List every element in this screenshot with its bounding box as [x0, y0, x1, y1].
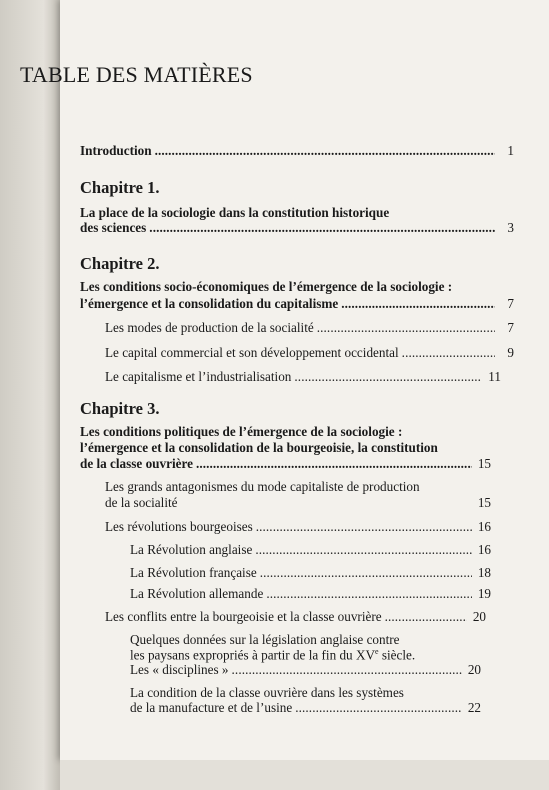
antagonismes-line1: Les grands antagonismes du mode capitaliste de production	[105, 479, 420, 494]
page-number: 7	[507, 320, 514, 335]
donnees-line2-end: siècle.	[378, 647, 416, 663]
chapter-3-heading: Chapitre 3.	[80, 399, 160, 418]
page-number: 20	[467, 662, 481, 677]
toc-entry-chapter-1	[80, 220, 514, 236]
page-number: 19	[477, 586, 491, 601]
previous-page-edge	[0, 0, 62, 790]
page-number: 15	[477, 456, 491, 471]
entry-label: Les modes de production de la socialité	[105, 320, 314, 335]
dot-leader	[260, 565, 472, 581]
toc-entry-antagonismes	[105, 495, 491, 511]
page-number: 16	[477, 519, 491, 534]
chapter-1-title-line1: La place de la sociologie dans la constitution historique	[80, 205, 390, 220]
entry-label: Les conflits entre la bourgeoisie et la classe ouvrière	[105, 609, 382, 624]
page-number: 18	[477, 565, 491, 580]
dot-leader	[402, 345, 495, 361]
entry-label: La Révolution allemande	[130, 586, 264, 601]
toc-entry-chapter-2	[80, 296, 514, 312]
dot-leader	[255, 542, 472, 558]
entry-label: Les révolutions bourgeoises	[105, 519, 253, 534]
condition-line1: La condition de la classe ouvrière dans les systèmes	[130, 685, 404, 700]
dot-leader	[149, 220, 495, 236]
chapter-2-heading: Chapitre 2.	[80, 254, 160, 273]
toc-entry-introduction	[80, 143, 514, 159]
page-number: 1	[507, 143, 514, 158]
dot-leader	[385, 609, 467, 625]
toc-entry-revolution-allemande	[130, 586, 491, 602]
superscript-e: e	[375, 647, 379, 656]
entry-label: l’émergence et la consolidation du capitalisme	[80, 296, 339, 311]
dot-leader	[256, 519, 472, 535]
page-title: TABLE DES MATIÈRES	[20, 62, 253, 87]
toc-entry-chapter-3	[80, 456, 491, 472]
entry-label: Le capital commercial et son développement occidental	[105, 345, 399, 360]
entry-label: de la socialité	[105, 495, 178, 510]
entry-label: de la manufacture et de l’usine	[130, 700, 293, 715]
toc-entry-revolution-francaise	[130, 565, 491, 581]
entry-label: Introduction	[80, 143, 152, 158]
entry-label: La Révolution française	[130, 565, 257, 580]
page-number: 22	[467, 700, 481, 715]
dot-leader	[294, 369, 482, 385]
dot-leader	[232, 662, 462, 678]
dot-leader	[266, 586, 472, 602]
dot-leader	[317, 320, 495, 336]
chapter-3-title-line1: Les conditions politiques de l’émergence de la sociologie :	[80, 424, 403, 439]
donnees-line2	[130, 647, 415, 663]
toc-entry-revolutions-bourgeoises	[105, 519, 491, 535]
entry-label: La Révolution anglaise	[130, 542, 253, 557]
entry-label: de la classe ouvrière	[80, 456, 193, 471]
dot-leader	[341, 296, 495, 312]
entry-label: des sciences	[80, 220, 147, 235]
donnees-line1: Quelques données sur la législation anglaise contre	[130, 632, 400, 647]
toc-entry-capital-commercial	[105, 345, 514, 361]
page-number: 11	[488, 369, 501, 384]
entry-label: Les « disciplines »	[130, 662, 229, 677]
dot-leader	[196, 456, 472, 472]
toc-entry-condition-ouvriere	[130, 700, 481, 716]
entry-label: Le capitalisme et l’industrialisation	[105, 369, 292, 384]
chapter-2-title-line1: Les conditions socio-économiques de l’émergence de la sociologie :	[80, 279, 453, 294]
page-number: 16	[477, 542, 491, 557]
page-number: 15	[477, 495, 491, 510]
toc-entry-capitalisme-industrialisation	[105, 369, 501, 385]
chapter-1-heading: Chapitre 1.	[80, 178, 160, 197]
page-number: 7	[507, 296, 514, 311]
toc-entry-disciplines	[130, 662, 481, 678]
donnees-line2-text: les paysans expropriés à partir de la fin du XV	[130, 647, 375, 663]
dot-leader	[155, 143, 495, 159]
toc-entry-conflits	[105, 609, 486, 625]
page-bottom-edge	[60, 760, 549, 790]
toc-entry-modes-de-production	[105, 320, 514, 336]
chapter-3-title-line2: l’émergence et la consolidation de la bourgeoisie, la constitution	[80, 440, 438, 455]
page-number: 9	[507, 345, 514, 360]
page-number: 3	[507, 220, 514, 235]
dot-leader	[295, 700, 462, 716]
page-number: 20	[472, 609, 486, 624]
toc-entry-revolution-anglaise	[130, 542, 491, 558]
